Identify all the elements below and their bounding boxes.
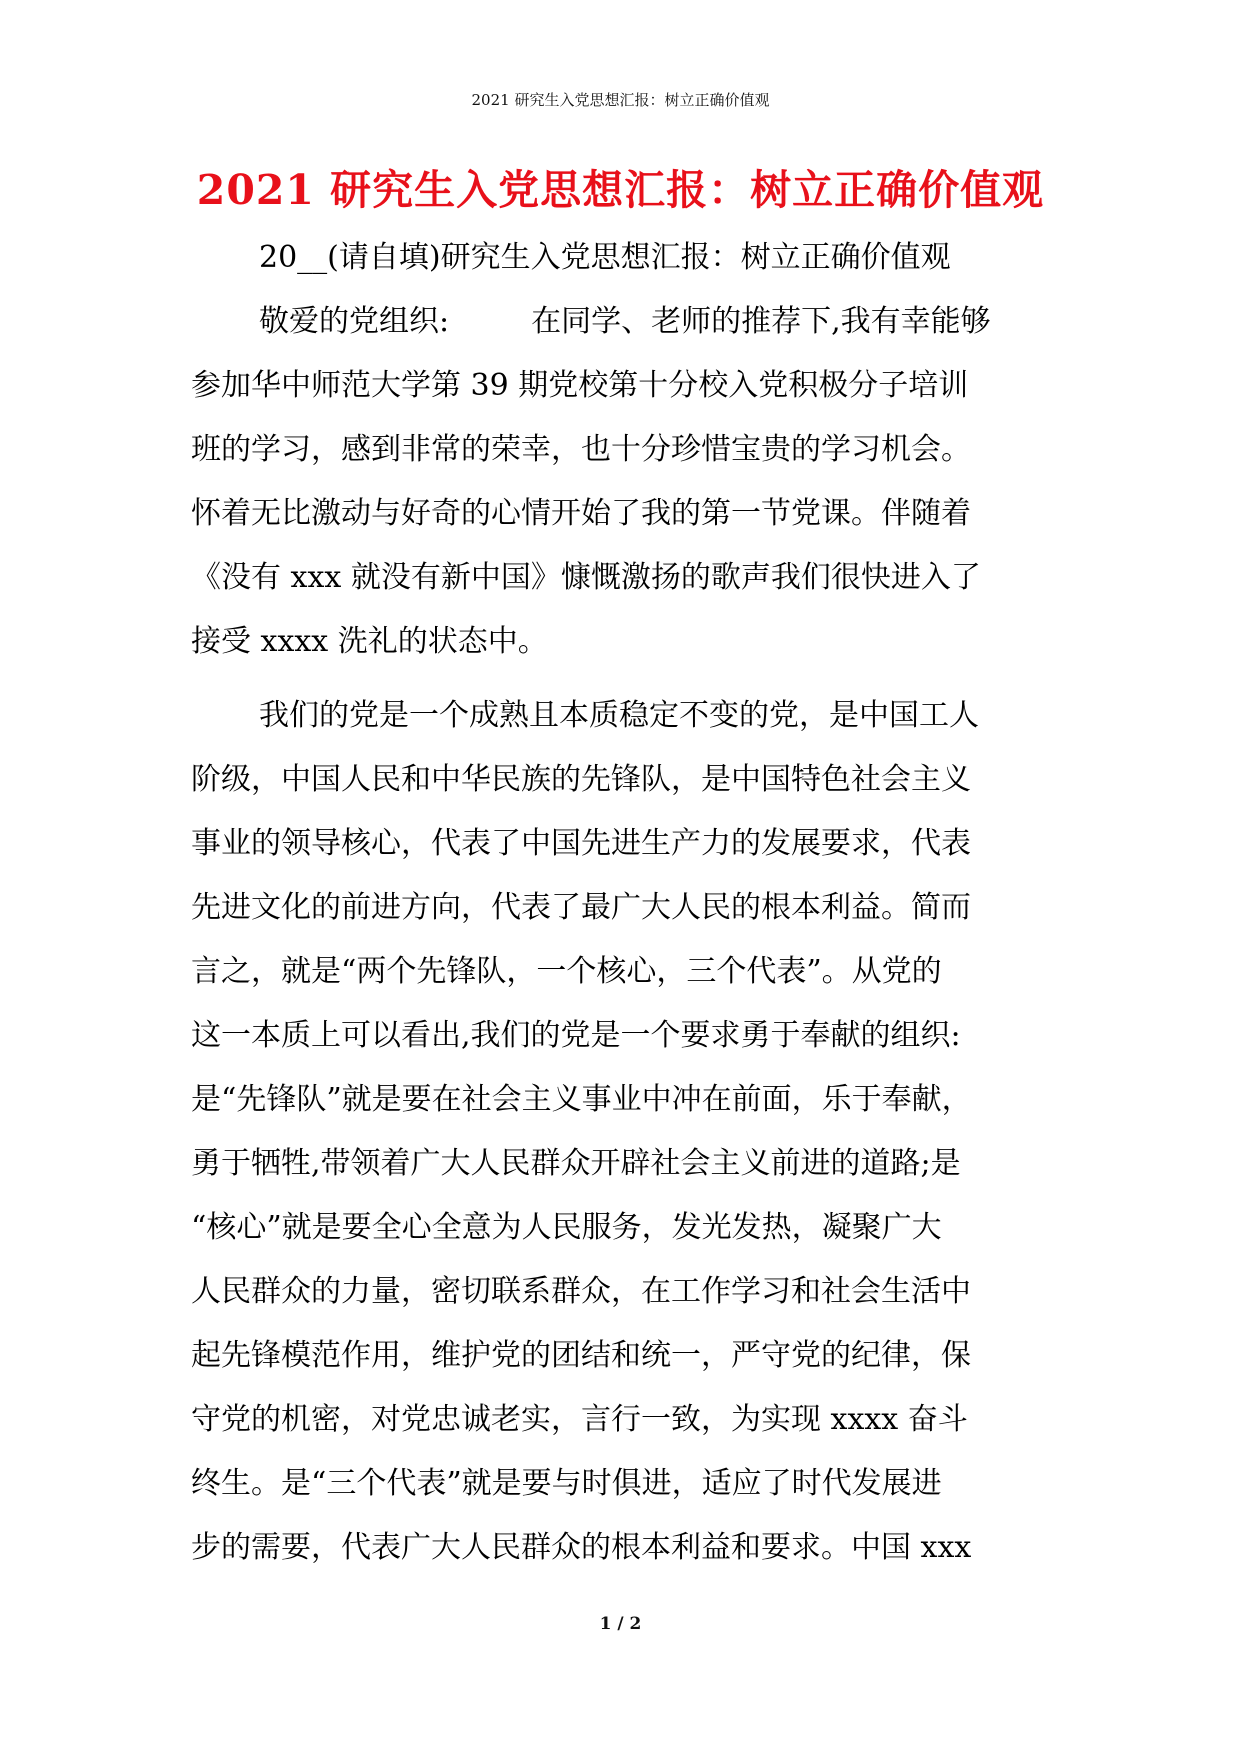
paragraph2-line: 是“先锋队”就是要在社会主义事业中冲在前面，乐于奉献， [191, 1082, 972, 1117]
paragraph1-line: 《没有 xxx 就没有新中国》慷慨激扬的歌声我们很快进入了 [191, 560, 981, 595]
paragraph2-line: 步的需要，代表广大人民群众的根本利益和要求。中国 xxx [191, 1530, 972, 1565]
paragraph2-line: 言之，就是“两个先锋队，一个核心，三个代表”。从党的 [191, 954, 942, 989]
paragraph2-line: 事业的领导核心，代表了中国先进生产力的发展要求，代表 [191, 826, 971, 861]
paragraph2-line: 勇于牺牲,带领着广大人民群众开辟社会主义前进的道路;是 [191, 1146, 961, 1181]
paragraph1-line: 接受 xxxx 洗礼的状态中。 [191, 624, 548, 659]
document-body [191, 226, 1051, 1580]
paragraph1-line: 在同学、老师的推荐下,我有幸能够 [531, 304, 991, 339]
paragraph2-line: “核心”就是要全心全意为人民服务，发光发热，凝聚广大 [191, 1210, 942, 1245]
paragraph1-line: 参加华中师范大学第 39 期党校第十分校入党积极分子培训 [191, 368, 969, 403]
paragraph2-line: 先进文化的前进方向，代表了最广大人民的根本利益。简而 [191, 890, 971, 925]
running-header: 2021 研究生入党思想汇报：树立正确价值观 [471, 91, 770, 109]
paragraph-spacer [191, 674, 1051, 684]
paragraph2-line: 守党的机密，对党忠诚老实，言行一致，为实现 xxxx 奋斗 [191, 1402, 968, 1437]
paragraph2-line: 我们的党是一个成熟且本质稳定不变的党，是中国工人 [259, 698, 979, 733]
document-subtitle: 20__(请自填)研究生入党思想汇报：树立正确价值观 [259, 240, 951, 275]
document-title: 2021 研究生入党思想汇报：树立正确价值观 [196, 166, 1045, 214]
paragraph2-line: 这一本质上可以看出,我们的党是一个要求勇于奉献的组织: [191, 1018, 961, 1053]
paragraph2-line: 起先锋模范作用，维护党的团结和统一，严守党的纪律，保 [191, 1338, 971, 1373]
paragraph1-line: 怀着无比激动与好奇的心情开始了我的第一节党课。伴随着 [191, 496, 971, 531]
paragraph2-line: 阶级，中国人民和中华民族的先锋队，是中国特色社会主义 [191, 762, 971, 797]
paragraph2-line: 人民群众的力量，密切联系群众，在工作学习和社会生活中 [191, 1274, 971, 1309]
paragraph2-line: 终生。是“三个代表”就是要与时俱进，适应了时代发展进 [191, 1466, 942, 1501]
salutation-line [191, 290, 1051, 354]
salutation: 敬爱的党组织: [259, 304, 450, 339]
page-number: 1 / 2 [599, 1614, 642, 1634]
paragraph1-line: 班的学习，感到非常的荣幸，也十分珍惜宝贵的学习机会。 [191, 432, 971, 467]
